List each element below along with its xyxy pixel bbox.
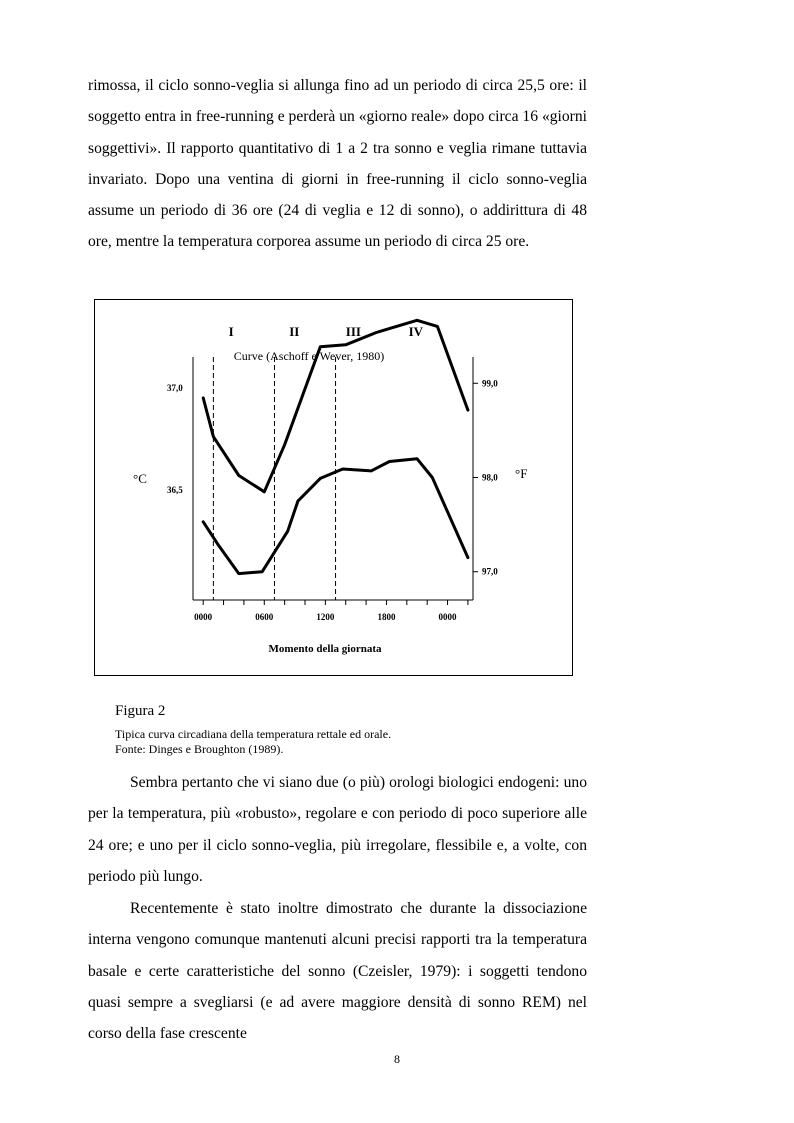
right-tick-label: 99,0 [482, 378, 498, 389]
phase-label: III [345, 324, 361, 339]
x-tick-label: 0000 [438, 612, 457, 622]
left-tick-label: 37,0 [167, 382, 183, 393]
right-tick-label: 97,0 [482, 566, 498, 577]
paragraph-3: Recentemente è stato inoltre dimostrato che durante la dissociazione interna vengono comunque mantenuti alcuni precisi rapporti tra la temperatura basale e certe caratteristiche del sonno (Czeisler, 1979): i soggetti tendono quasi sempre a svegliarsi (e ad avere maggiore densità di sonno REM) nel corso della fase crescente [88, 900, 587, 1043]
x-tick-label: 1800 [377, 612, 396, 622]
figure-caption-line-1: Tipica curva circadiana della temperatura rettale ed orale. [115, 727, 392, 741]
left-tick-label: 36,5 [167, 484, 183, 495]
chart-title: Curve (Aschoff e Wever, 1980) [233, 349, 385, 363]
paragraph-2: Sembra pertanto che vi siano due (o più) orologi biologici endogeni: uno per la temperatura, più «robusto», regolare e con periodo di poco superiore alle 24 ore; e uno per il ciclo sonno-veglia, più irregolare, flessibile e, a volte, con periodo più lungo. [88, 774, 587, 885]
x-tick-label: 0000 [194, 612, 213, 622]
x-tick-label: 1200 [316, 612, 335, 622]
x-tick-label: 0600 [255, 612, 274, 622]
figure-caption-source: Fonte: Dinges e Broughton (1989). [115, 742, 284, 756]
phase-label: IV [408, 324, 424, 339]
phase-label: II [289, 324, 300, 339]
right-tick-label: 98,0 [482, 472, 498, 483]
right-axis-label: °F [515, 466, 528, 481]
x-axis-label: Momento della giornata [268, 643, 382, 655]
left-axis-label: °C [133, 471, 147, 486]
page-number: 8 [394, 1052, 400, 1066]
series-line-orale [203, 459, 468, 574]
circadian-chart [95, 300, 574, 677]
figure-label: Figura 2 [115, 703, 166, 719]
figure-caption [115, 727, 391, 757]
figure-frame [94, 299, 573, 676]
paragraph-1: rimossa, il ciclo sonno-veglia si allunga fino ad un periodo di circa 25,5 ore: il soggetto entra in free-running e perderà un «giorno reale» dopo circa 16 «giorni soggettivi». Il rapporto quantitativo di 1 a 2 tra sonno e veglia rimane tuttavia invariato. Dopo una ventina di giorni in free-running il ciclo sonno-veglia assume un periodo di 36 ore (24 di veglia e 12 di sonno), o addirittura di 48 ore, mentre la temperatura corporea assume un periodo di circa 25 ore. [88, 77, 587, 251]
phase-label: I [228, 324, 234, 339]
